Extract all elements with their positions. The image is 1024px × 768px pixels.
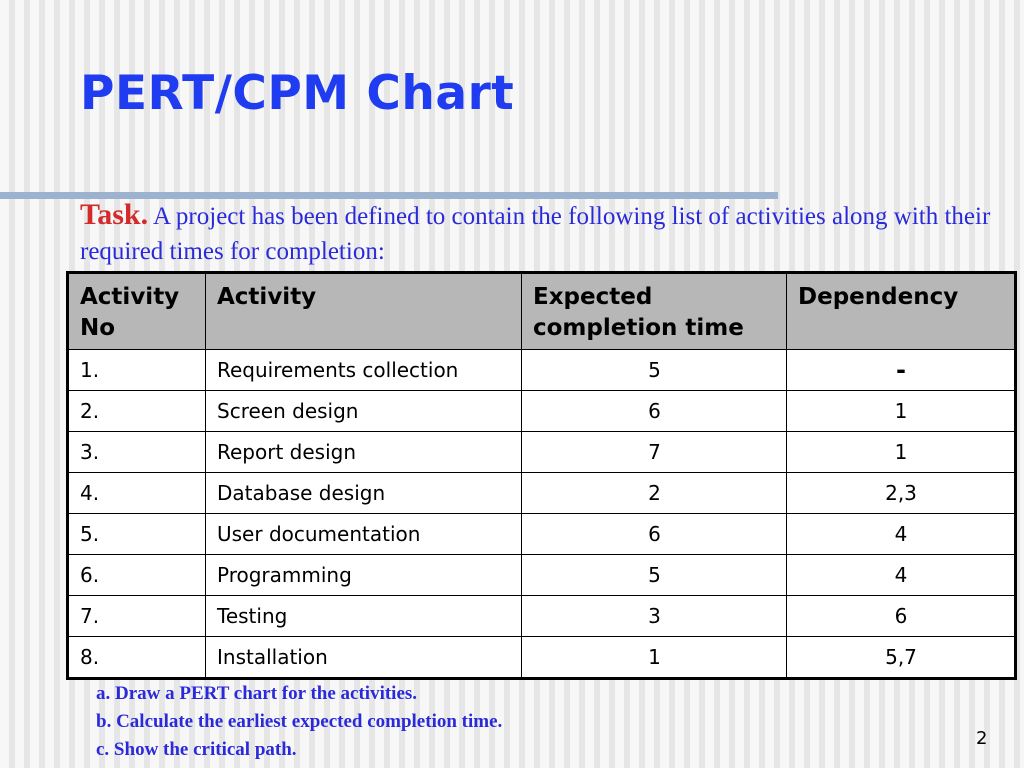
table-row	[68, 637, 1016, 679]
table-row	[68, 596, 1016, 637]
task-paragraph	[80, 197, 1020, 269]
task-label: Task.	[80, 198, 149, 231]
cell-activity: User documentation	[206, 514, 522, 555]
cell-dependency: 1	[787, 432, 1016, 473]
cell-dependency: 5,7	[787, 637, 1016, 679]
cell-activity-no: 8.	[68, 637, 206, 679]
header-activity: Activity	[206, 273, 522, 350]
activity-table	[66, 271, 1017, 680]
cell-dependency: 6	[787, 596, 1016, 637]
header-expected-time: Expected completion time	[522, 273, 787, 350]
cell-activity-no: 6.	[68, 555, 206, 596]
cell-activity: Programming	[206, 555, 522, 596]
cell-dependency: 2,3	[787, 473, 1016, 514]
cell-activity-no: 3.	[68, 432, 206, 473]
cell-expected-time: 3	[522, 596, 787, 637]
cell-expected-time: 1	[522, 637, 787, 679]
cell-dependency: 4	[787, 514, 1016, 555]
table-row	[68, 432, 1016, 473]
cell-dependency: 4	[787, 555, 1016, 596]
cell-activity: Database design	[206, 473, 522, 514]
table-row	[68, 350, 1016, 391]
cell-dependency: 1	[787, 391, 1016, 432]
cell-expected-time: 5	[522, 350, 787, 391]
header-dependency: Dependency	[787, 273, 1016, 350]
question-item: a. Draw a PERT chart for the activities.	[96, 683, 418, 704]
table-row	[68, 391, 1016, 432]
table-row	[68, 555, 1016, 596]
question-item: c. Show the critical path.	[96, 739, 297, 760]
cell-activity-no: 5.	[68, 514, 206, 555]
cell-activity-no: 1.	[68, 350, 206, 391]
cell-activity-no: 2.	[68, 391, 206, 432]
cell-expected-time: 7	[522, 432, 787, 473]
cell-activity: Installation	[206, 637, 522, 679]
cell-activity: Screen design	[206, 391, 522, 432]
question-list	[96, 680, 502, 764]
page-number: 2	[976, 728, 988, 749]
table-row	[68, 473, 1016, 514]
cell-expected-time: 2	[522, 473, 787, 514]
cell-expected-time: 6	[522, 391, 787, 432]
cell-activity-no: 4.	[68, 473, 206, 514]
header-activity-no: Activity No	[68, 273, 206, 350]
slide-title: PERT/CPM Chart	[80, 66, 515, 121]
cell-activity: Requirements collection	[206, 350, 522, 391]
table-row	[68, 514, 1016, 555]
question-item: b. Calculate the earliest expected completion time.	[96, 711, 503, 732]
cell-activity: Report design	[206, 432, 522, 473]
table-header-row	[68, 273, 1016, 350]
cell-expected-time: 6	[522, 514, 787, 555]
cell-dependency: -	[787, 350, 1016, 391]
cell-activity-no: 7.	[68, 596, 206, 637]
task-description: A project has been defined to contain the following list of activities along with their required times for completion:	[80, 203, 991, 265]
cell-activity: Testing	[206, 596, 522, 637]
cell-expected-time: 5	[522, 555, 787, 596]
